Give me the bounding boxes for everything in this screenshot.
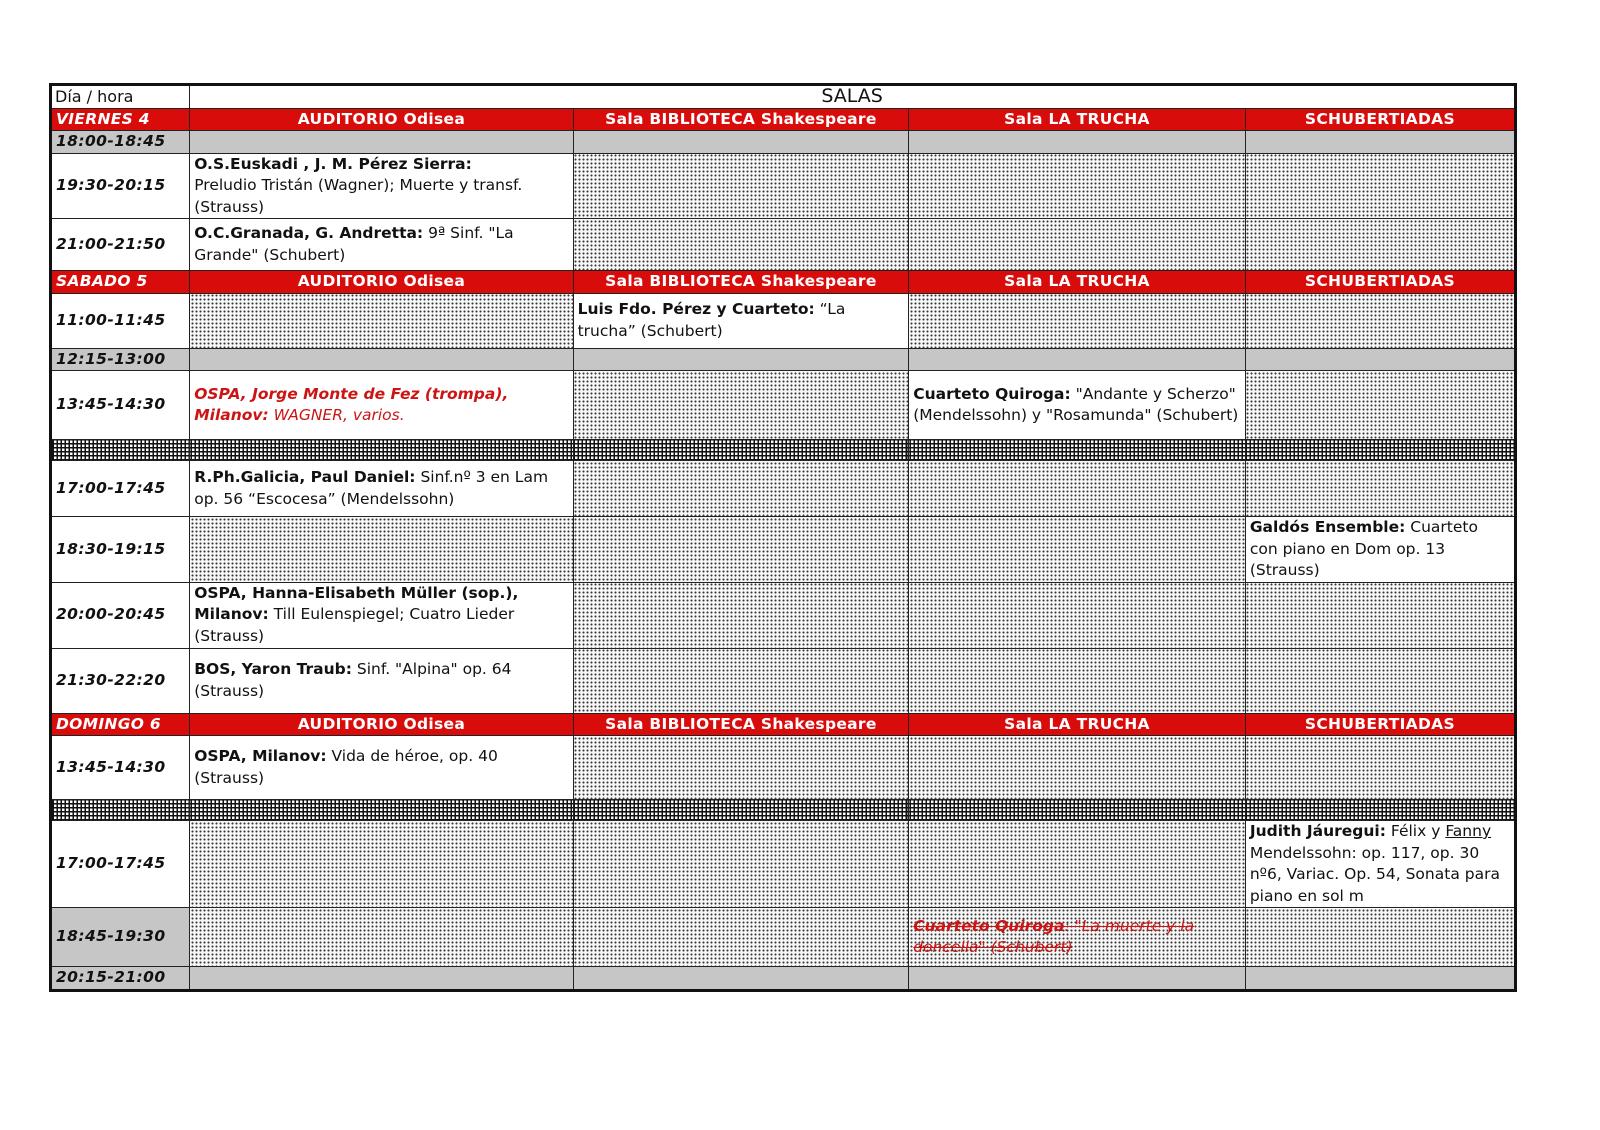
program-underlined: Fanny bbox=[1445, 822, 1492, 840]
venue-schubertiadas: SCHUBERTIADAS bbox=[1245, 108, 1515, 131]
empty-cell bbox=[909, 293, 1246, 348]
event-cell bbox=[190, 371, 573, 440]
empty-cell bbox=[909, 153, 1246, 219]
performer: OSPA, Hanna-Elisabeth Müller (sop.), Milanov: bbox=[194, 583, 519, 624]
hatch-cell bbox=[573, 800, 909, 821]
day-label: SABADO 5 bbox=[51, 271, 190, 294]
empty-cell bbox=[573, 461, 909, 517]
performer: Luis Fdo. Pérez y Cuarteto: bbox=[577, 300, 815, 318]
venue-schubertiadas: SCHUBERTIADAS bbox=[1245, 713, 1515, 736]
slot-row bbox=[51, 736, 1516, 800]
time-slot: 13:45-14:30 bbox=[51, 736, 190, 800]
slot-row bbox=[51, 821, 1516, 908]
empty-cell bbox=[1245, 582, 1515, 648]
time-slot: 20:00-20:45 bbox=[51, 582, 190, 648]
empty-cell bbox=[573, 967, 909, 991]
header-day-hour: Día / hora bbox=[51, 85, 190, 109]
hatch-cell bbox=[909, 440, 1246, 461]
day-row-viernes bbox=[51, 108, 1516, 131]
event-cell bbox=[190, 153, 573, 219]
time-slot: 19:30-20:15 bbox=[51, 153, 190, 219]
program: Sinf. "Alpina" op. 64 (Strauss) bbox=[194, 660, 512, 700]
day-row-sabado bbox=[51, 271, 1516, 294]
program: Preludio Tristán (Wagner); Muerte y transf. (Strauss) bbox=[194, 176, 523, 216]
venue-schubertiadas: SCHUBERTIADAS bbox=[1245, 271, 1515, 294]
event-cell bbox=[1245, 517, 1515, 583]
venue-biblioteca: Sala BIBLIOTECA Shakespeare bbox=[573, 271, 909, 294]
empty-cell bbox=[573, 908, 909, 967]
program: Vida de héroe, op. 40 (Strauss) bbox=[194, 747, 498, 787]
empty-cell bbox=[909, 648, 1246, 713]
empty-cell bbox=[909, 348, 1246, 371]
empty-cell bbox=[909, 219, 1246, 271]
empty-cell bbox=[573, 736, 909, 800]
program: Félix y bbox=[1390, 822, 1441, 840]
empty-cell bbox=[1245, 219, 1515, 271]
slot-row bbox=[51, 219, 1516, 271]
program: "Andante y Scherzo" (Mendelssohn) y "Rosamunda" (Schubert) bbox=[913, 384, 1239, 424]
venue-biblioteca: Sala BIBLIOTECA Shakespeare bbox=[573, 108, 909, 131]
time-slot: 21:00-21:50 bbox=[51, 219, 190, 271]
empty-cell bbox=[1245, 648, 1515, 713]
time-slot: 18:45-19:30 bbox=[51, 908, 190, 967]
performer: Cuarteto Quiroga bbox=[913, 916, 1065, 935]
program: Till Eulenspiegel; Cuatro Lieder (Strauss) bbox=[194, 605, 515, 645]
break-separator bbox=[51, 440, 1516, 461]
event-cell bbox=[909, 908, 1246, 967]
hatch-cell bbox=[909, 800, 1246, 821]
venue-auditorio: AUDITORIO Odisea bbox=[190, 713, 573, 736]
empty-cell bbox=[190, 131, 573, 154]
slot-row bbox=[51, 153, 1516, 219]
slot-row bbox=[51, 517, 1516, 583]
empty-cell bbox=[1245, 908, 1515, 967]
empty-cell bbox=[909, 582, 1246, 648]
empty-cell bbox=[190, 517, 573, 583]
program: “La trucha” (Schubert) bbox=[577, 300, 846, 340]
event-cell bbox=[909, 371, 1246, 440]
empty-cell bbox=[1245, 461, 1515, 517]
time-slot: 12:15-13:00 bbox=[51, 348, 190, 371]
empty-cell bbox=[909, 967, 1246, 991]
event-cell bbox=[190, 648, 573, 713]
day-label: DOMINGO 6 bbox=[51, 713, 190, 736]
empty-cell bbox=[573, 648, 909, 713]
empty-cell bbox=[573, 131, 909, 154]
empty-cell bbox=[573, 348, 909, 371]
venue-trucha: Sala LA TRUCHA bbox=[909, 108, 1246, 131]
empty-cell bbox=[573, 153, 909, 219]
time-slot: 17:00-17:45 bbox=[51, 461, 190, 517]
slot-row bbox=[51, 371, 1516, 440]
hatch-cell bbox=[51, 800, 190, 821]
program: WAGNER, varios. bbox=[273, 406, 405, 424]
performer: OSPA, Jorge Monte de Fez (trompa), Milanov: bbox=[194, 384, 509, 424]
empty-cell bbox=[1245, 371, 1515, 440]
header-row bbox=[51, 85, 1516, 109]
empty-cell bbox=[190, 908, 573, 967]
slot-row bbox=[51, 131, 1516, 154]
hatch-cell bbox=[190, 800, 573, 821]
empty-cell bbox=[1245, 153, 1515, 219]
event-cell bbox=[190, 461, 573, 517]
time-slot: 17:00-17:45 bbox=[51, 821, 190, 908]
time-slot: 21:30-22:20 bbox=[51, 648, 190, 713]
empty-cell bbox=[190, 293, 573, 348]
time-slot: 18:30-19:15 bbox=[51, 517, 190, 583]
performer: Cuarteto Quiroga: bbox=[913, 384, 1071, 403]
empty-cell bbox=[573, 219, 909, 271]
empty-cell bbox=[1245, 967, 1515, 991]
header-salas: SALAS bbox=[190, 85, 1516, 109]
empty-cell bbox=[909, 736, 1246, 800]
hatch-cell bbox=[1245, 440, 1515, 461]
performer: O.S.Euskadi , J. M. Pérez Sierra: bbox=[194, 154, 472, 173]
empty-cell bbox=[1245, 131, 1515, 154]
performer: R.Ph.Galicia, Paul Daniel: bbox=[194, 468, 416, 486]
schedule-table bbox=[49, 83, 1517, 992]
empty-cell bbox=[909, 131, 1246, 154]
empty-cell bbox=[909, 821, 1246, 908]
venue-auditorio: AUDITORIO Odisea bbox=[190, 108, 573, 131]
venue-auditorio: AUDITORIO Odisea bbox=[190, 271, 573, 294]
slot-row bbox=[51, 967, 1516, 991]
hatch-cell bbox=[190, 440, 573, 461]
hatch-cell bbox=[1245, 800, 1515, 821]
performer: Judith Jáuregui: bbox=[1249, 822, 1386, 840]
performer: Galdós Ensemble: bbox=[1249, 518, 1406, 536]
empty-cell bbox=[190, 821, 573, 908]
break-separator bbox=[51, 800, 1516, 821]
program: Cuarteto con piano en Dom op. 13 (Strauss) bbox=[1249, 518, 1478, 579]
empty-cell bbox=[573, 371, 909, 440]
venue-trucha: Sala LA TRUCHA bbox=[909, 271, 1246, 294]
venue-trucha: Sala LA TRUCHA bbox=[909, 713, 1246, 736]
slot-row bbox=[51, 908, 1516, 967]
event-cell bbox=[573, 293, 909, 348]
time-slot: 18:00-18:45 bbox=[51, 131, 190, 154]
venue-biblioteca: Sala BIBLIOTECA Shakespeare bbox=[573, 713, 909, 736]
day-row-domingo bbox=[51, 713, 1516, 736]
event-cell bbox=[190, 736, 573, 800]
hatch-cell bbox=[573, 440, 909, 461]
empty-cell bbox=[1245, 293, 1515, 348]
empty-cell bbox=[1245, 736, 1515, 800]
event-cell bbox=[190, 582, 573, 648]
slot-row bbox=[51, 648, 1516, 713]
empty-cell bbox=[909, 461, 1246, 517]
slot-row bbox=[51, 293, 1516, 348]
program: Sinf.nº 3 en Lam op. 56 “Escocesa” (Mendelssohn) bbox=[194, 468, 549, 508]
empty-cell bbox=[573, 517, 909, 583]
empty-cell bbox=[190, 348, 573, 371]
event-cell bbox=[190, 219, 573, 271]
program: : "La muerte y la doncella" (Schubert) bbox=[913, 916, 1195, 956]
day-label: VIERNES 4 bbox=[51, 108, 190, 131]
empty-cell bbox=[573, 821, 909, 908]
time-slot: 20:15-21:00 bbox=[51, 967, 190, 991]
time-slot: 11:00-11:45 bbox=[51, 293, 190, 348]
slot-row bbox=[51, 348, 1516, 371]
empty-cell bbox=[909, 517, 1246, 583]
program: Mendelssohn: op. 117, op. 30 nº6, Variac. Op. 54, Sonata para piano en sol m bbox=[1249, 843, 1500, 905]
performer: OSPA, Milanov: bbox=[194, 747, 327, 765]
hatch-cell bbox=[51, 440, 190, 461]
time-slot: 13:45-14:30 bbox=[51, 371, 190, 440]
empty-cell bbox=[190, 967, 573, 991]
empty-cell bbox=[1245, 348, 1515, 371]
performer: O.C.Granada, G. Andretta: bbox=[194, 224, 424, 242]
empty-cell bbox=[573, 582, 909, 648]
event-cell bbox=[1245, 821, 1515, 908]
program: 9ª Sinf. "La Grande" (Schubert) bbox=[194, 224, 514, 264]
performer: BOS, Yaron Traub: bbox=[194, 660, 352, 678]
slot-row bbox=[51, 461, 1516, 517]
slot-row bbox=[51, 582, 1516, 648]
